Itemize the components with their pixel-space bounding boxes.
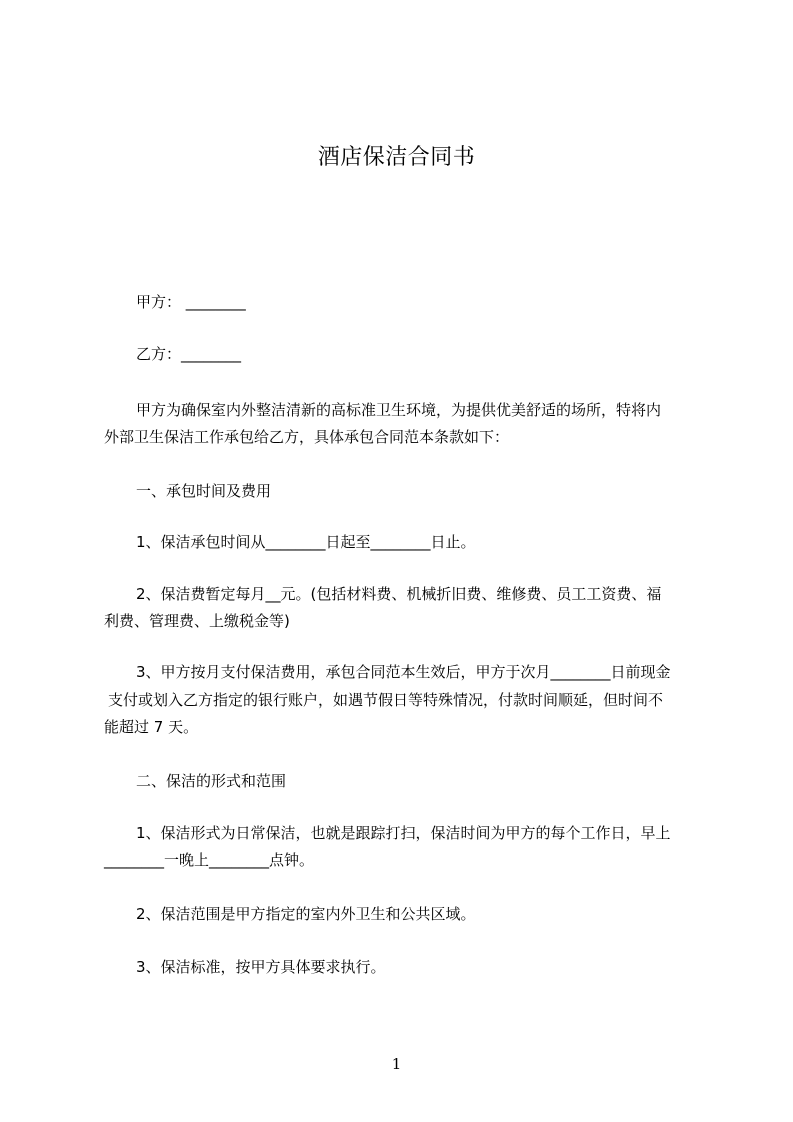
party-b-line: 乙方：________ bbox=[136, 345, 242, 363]
clause-line: 2、保洁范围是甲方指定的室内外卫生和公共区域。 bbox=[136, 905, 476, 923]
section-heading: 二、保洁的形式和范围 bbox=[136, 772, 287, 790]
clause-line: 利费、管理费、上缴税金等) bbox=[104, 612, 290, 630]
clause-line: 3、甲方按月支付保洁费用，承包合同范本生效后，甲方于次月________日前现金 bbox=[136, 663, 671, 681]
clause-line: 1、保洁承包时间从________日起至________日止。 bbox=[136, 533, 476, 551]
clause-line: 1、保洁形式为日常保洁，也就是跟踪打扫，保洁时间为甲方的每个工作日，早上 bbox=[136, 824, 671, 842]
party-a-line: 甲方： ________ bbox=[136, 293, 246, 311]
document-title: 酒店保洁合同书 bbox=[317, 145, 476, 170]
section-heading: 一、承包时间及费用 bbox=[136, 482, 272, 500]
clause-line: ________一晚上________点钟。 bbox=[104, 851, 315, 869]
intro-line: 甲方为确保室内外整洁清新的高标准卫生环境，为提供优美舒适的场所，特将内 bbox=[136, 401, 662, 419]
page-number: 1 bbox=[391, 1055, 402, 1073]
clause-line: 2、保洁费暂定每月__元。(包括材料费、机械折旧费、维修费、员工工资费、福 bbox=[136, 585, 662, 603]
clause-line: 支付或划入乙方指定的银行账户，如遇节假日等特殊情况，付款时间顺延，但时间不 bbox=[108, 691, 664, 709]
intro-line: 外部卫生保洁工作承包给乙方，具体承包合同范本条款如下： bbox=[104, 428, 510, 446]
clause-line: 3、保洁标准，按甲方具体要求执行。 bbox=[136, 958, 386, 976]
clause-line: 能超过 7 天。 bbox=[104, 718, 199, 736]
